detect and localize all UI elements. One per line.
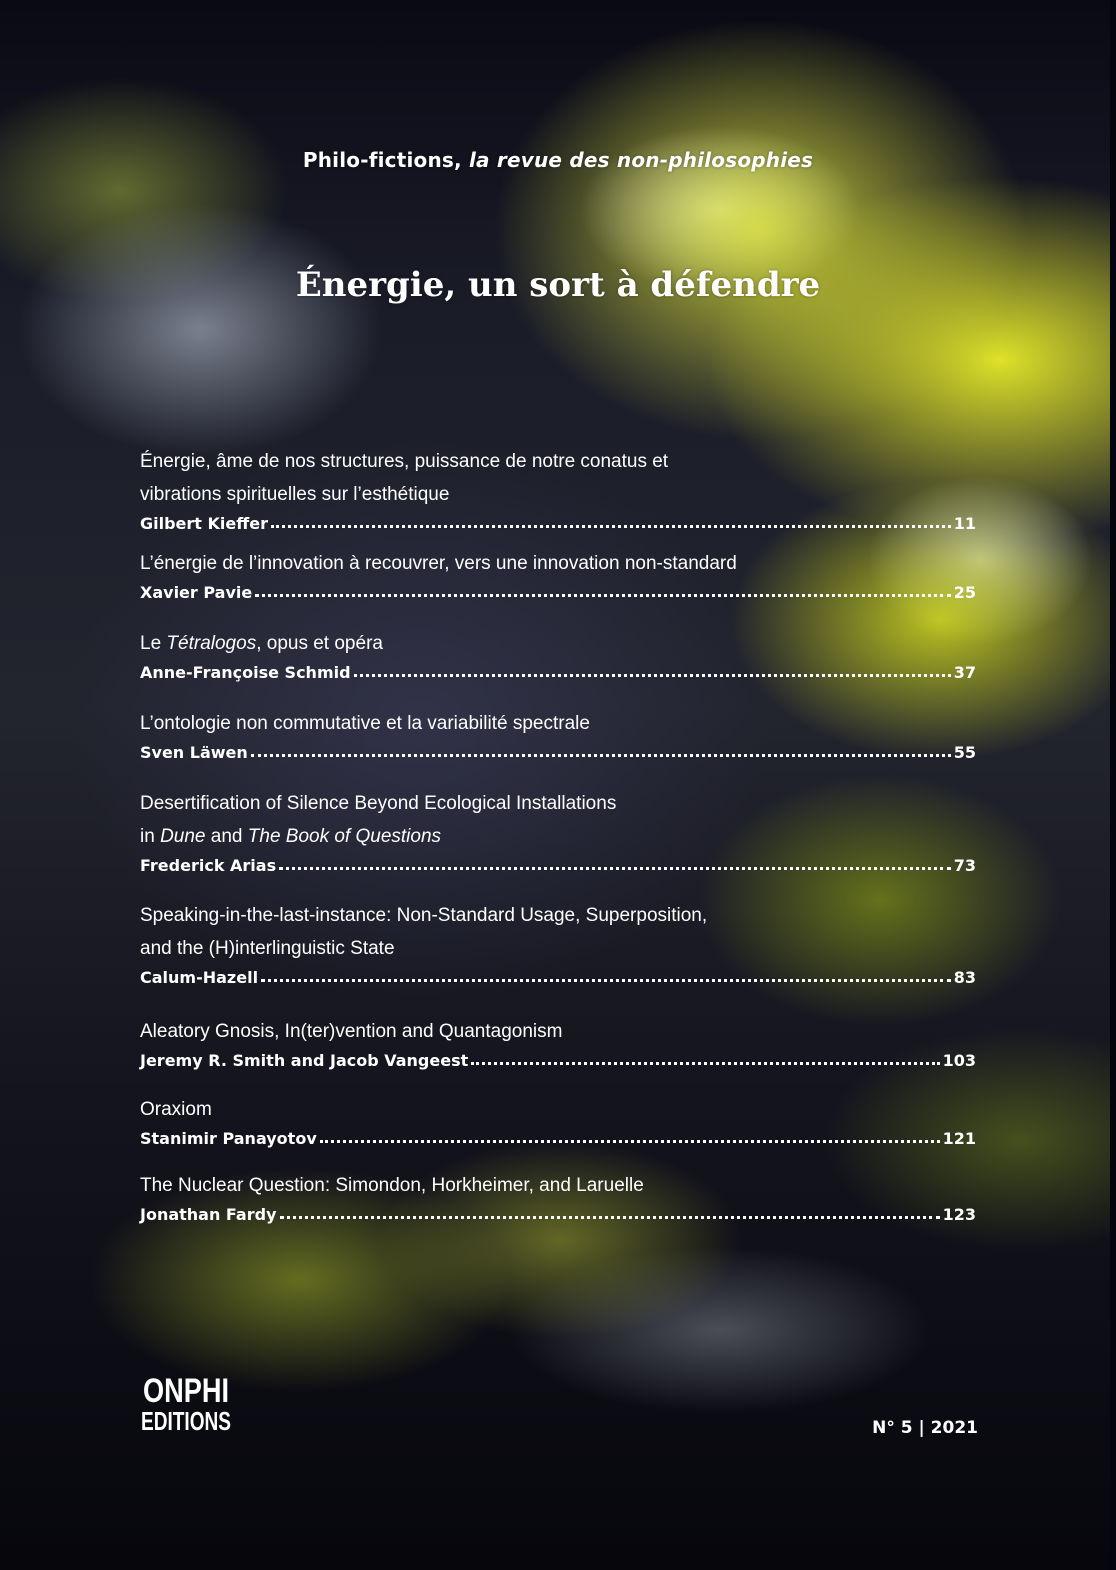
leader-dots bbox=[251, 754, 951, 757]
onphi-editions-logo bbox=[136, 1366, 236, 1438]
issue-title: Énergie, un sort à défendre bbox=[295, 265, 821, 305]
author-line bbox=[140, 1126, 976, 1148]
author-line bbox=[140, 660, 976, 682]
article-title-line: Oraxiom bbox=[140, 1099, 212, 1120]
article-title bbox=[140, 1169, 976, 1202]
page-number: 123 bbox=[942, 1205, 976, 1224]
article-title-italic: The Book of Questions bbox=[247, 826, 442, 847]
article-title-line: vibrations spirituelles sur l’esthétique bbox=[140, 484, 450, 505]
article-title bbox=[140, 627, 976, 660]
author-line bbox=[140, 511, 976, 533]
toc-entry bbox=[140, 445, 976, 533]
article-title-line: and the (H)interlinguistic State bbox=[140, 938, 395, 959]
leader-dots bbox=[320, 1140, 940, 1143]
article-title-text: and bbox=[205, 826, 248, 847]
article-author: Gilbert Kieffer bbox=[140, 514, 268, 533]
article-title bbox=[140, 899, 976, 965]
article-author: Jeremy R. Smith and Jacob Vangeest bbox=[140, 1051, 469, 1070]
toc-entry bbox=[140, 627, 976, 682]
page-number: 83 bbox=[953, 968, 976, 987]
article-title-text: in bbox=[140, 826, 161, 847]
issue-number: N° 5 | 2021 bbox=[872, 1418, 978, 1438]
toc-entry bbox=[140, 707, 976, 762]
article-author: Calum-Hazell bbox=[140, 968, 259, 987]
article-title bbox=[140, 787, 976, 853]
journal-header bbox=[0, 148, 1116, 172]
toc-entry bbox=[140, 1169, 976, 1224]
leader-dots bbox=[354, 674, 951, 677]
article-title bbox=[140, 1015, 976, 1048]
author-line bbox=[140, 1048, 976, 1070]
journal-name: Philo-fictions, bbox=[302, 148, 462, 172]
toc-entry bbox=[140, 899, 976, 987]
article-title bbox=[140, 707, 976, 740]
article-title-line: Aleatory Gnosis, In(ter)vention and Quantagonism bbox=[140, 1021, 563, 1042]
article-author: Stanimir Panayotov bbox=[140, 1129, 317, 1148]
author-line bbox=[140, 1202, 976, 1224]
article-title-line: Desertification of Silence Beyond Ecological Installations bbox=[140, 793, 617, 814]
toc-entry bbox=[140, 1093, 976, 1148]
leader-dots bbox=[271, 525, 951, 528]
article-title bbox=[140, 445, 976, 511]
article-author: Frederick Arias bbox=[140, 856, 277, 875]
logo-line-1: ONPHI bbox=[143, 1372, 229, 1410]
article-title bbox=[140, 547, 976, 580]
page-number: 37 bbox=[953, 663, 976, 682]
article-author: Xavier Pavie bbox=[140, 583, 253, 602]
article-title-line: The Nuclear Question: Simondon, Horkheimer, and Laruelle bbox=[140, 1175, 644, 1196]
page-number: 55 bbox=[953, 743, 976, 762]
article-title-text: , opus et opéra bbox=[256, 633, 383, 654]
article-title-line: Énergie, âme de nos structures, puissance de notre conatus et bbox=[140, 451, 669, 472]
page-number: 11 bbox=[953, 514, 976, 533]
page-number: 103 bbox=[942, 1051, 976, 1070]
article-author: Sven Läwen bbox=[140, 743, 248, 762]
page-number: 121 bbox=[942, 1129, 976, 1148]
leader-dots bbox=[471, 1062, 939, 1065]
article-author: Jonathan Fardy bbox=[140, 1205, 277, 1224]
article-title bbox=[140, 1093, 976, 1126]
toc-entry bbox=[140, 1015, 976, 1070]
toc-entry bbox=[140, 547, 976, 602]
leader-dots bbox=[261, 979, 951, 982]
leader-dots bbox=[280, 1216, 940, 1219]
leader-dots bbox=[279, 867, 951, 870]
article-author: Anne-Françoise Schmid bbox=[140, 663, 351, 682]
article-title-line: Speaking-in-the-last-instance: Non-Standard Usage, Superposition, bbox=[140, 905, 708, 926]
author-line bbox=[140, 965, 976, 987]
author-line bbox=[140, 853, 976, 875]
page-number: 73 bbox=[953, 856, 976, 875]
leader-dots bbox=[255, 594, 951, 597]
article-title-line: L’ontologie non commutative et la variabilité spectrale bbox=[140, 713, 590, 734]
article-title-line bbox=[140, 820, 976, 853]
logo-line-2: EDITIONS bbox=[141, 1406, 231, 1436]
article-title-italic: Dune bbox=[160, 826, 206, 847]
page-number: 25 bbox=[953, 583, 976, 602]
journal-subtitle: la revue des non-philosophies bbox=[469, 148, 814, 172]
toc-entry bbox=[140, 787, 976, 875]
author-line bbox=[140, 580, 976, 602]
article-title-text: Le bbox=[140, 633, 167, 654]
author-line bbox=[140, 740, 976, 762]
article-title-line: L’énergie de l’innovation à recouvrer, vers une innovation non-standard bbox=[140, 553, 737, 574]
article-title-italic: Tétralogos bbox=[166, 633, 257, 654]
